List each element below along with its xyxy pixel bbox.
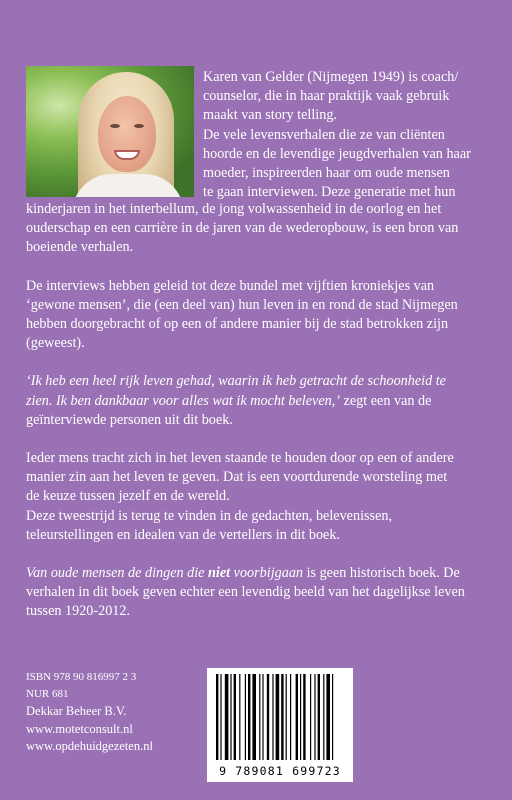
photo-face xyxy=(98,96,156,172)
book-title-bold: niet xyxy=(208,565,231,582)
barcode-digits: 9 789081 699723 xyxy=(219,764,341,778)
struggle-line: Deze tweestrijd is terug te vinden in de gedachten, belevenissen, xyxy=(26,507,392,524)
intro-line: moeder, inspireerden haar om oude mensen xyxy=(203,165,450,182)
intro-line: ouderschap en een carrière in de jaren van de wederopbouw, is een bron van xyxy=(26,220,459,237)
interviews-line: hebben doorgebracht of op een of andere manier bij de stad betrokken zijn xyxy=(26,316,449,333)
interviews-line: (geweest). xyxy=(26,335,85,352)
photo-eye-left xyxy=(110,124,120,128)
isbn: ISBN 978 90 816997 2 3 xyxy=(26,671,137,683)
barcode xyxy=(207,668,353,782)
body-text xyxy=(26,200,488,622)
struggle-line: Ieder mens tracht zich in het leven staande te houden door op een of andere xyxy=(26,450,454,467)
photo-eye-right xyxy=(134,124,144,128)
struggle-line: de keuze tussen jezelf en de wereld. xyxy=(26,488,230,505)
closing-text: is geen historisch boek. De xyxy=(303,565,460,582)
book-title: voorbijgaan xyxy=(230,565,304,582)
intro-line: hoorde en de levendige jeugdverhalen van haar xyxy=(203,145,471,162)
quote-text: ‘Ik heb een heel rijk leven gehad, waarin ik heb getracht de schoonheid te xyxy=(26,373,446,390)
quote-line xyxy=(26,372,488,391)
closing-line: verhalen in dit boek geven echter een levendig beeld van het dagelijkse leven xyxy=(26,584,465,601)
intro-line: Karen van Gelder (Nijmegen 1949) is coach/ xyxy=(203,69,459,85)
quote-attribution: zegt een van de xyxy=(340,392,432,409)
publisher: Dekkar Beheer B.V. xyxy=(26,704,127,719)
struggle-line: teleurstellingen en idealen van de vertellers in dit boek. xyxy=(26,526,340,543)
intro-line: kinderjaren in het interbellum, de jong volwassenheid in de oorlog en het xyxy=(26,201,442,217)
website-link: www.motetconsult.nl xyxy=(26,721,133,736)
intro-line: te gaan interviewen. Deze generatie met hun xyxy=(203,184,456,201)
intro-line: maakt van story telling. xyxy=(203,107,337,124)
closing-line: tussen 1920-2012. xyxy=(26,603,131,620)
author-intro xyxy=(203,68,493,202)
book-title: Van oude mensen de dingen die xyxy=(26,565,209,582)
barcode-bars xyxy=(214,674,346,762)
intro-line: boeiende verhalen. xyxy=(26,239,134,256)
closing-line xyxy=(26,564,488,583)
quote-line xyxy=(26,392,488,411)
author-photo xyxy=(26,66,194,197)
intro-line: counselor, die in haar praktijk vaak gebruik xyxy=(203,88,450,105)
quote-line: geïnterviewde personen uit dit boek. xyxy=(26,411,233,428)
interviews-line: ‘gewone mensen’, die (een deel van) hun leven in en rond de stad Nijmegen xyxy=(26,296,458,313)
interviews-line: De interviews hebben geleid tot deze bundel met vijftien kroniekjes van xyxy=(26,277,435,294)
website-link: www.opdehuidgezeten.nl xyxy=(26,738,153,753)
quote-text: zien. Ik ben dankbaar voor alles wat ik mocht beleven,’ xyxy=(26,392,341,409)
struggle-line: manier zin aan het leven te geven. Dat is een voortdurende worsteling met xyxy=(26,469,448,486)
intro-line: De vele levensverhalen die ze van cliënten xyxy=(203,126,445,143)
publication-info xyxy=(26,669,153,755)
nur-code: NUR 681 xyxy=(26,688,69,701)
